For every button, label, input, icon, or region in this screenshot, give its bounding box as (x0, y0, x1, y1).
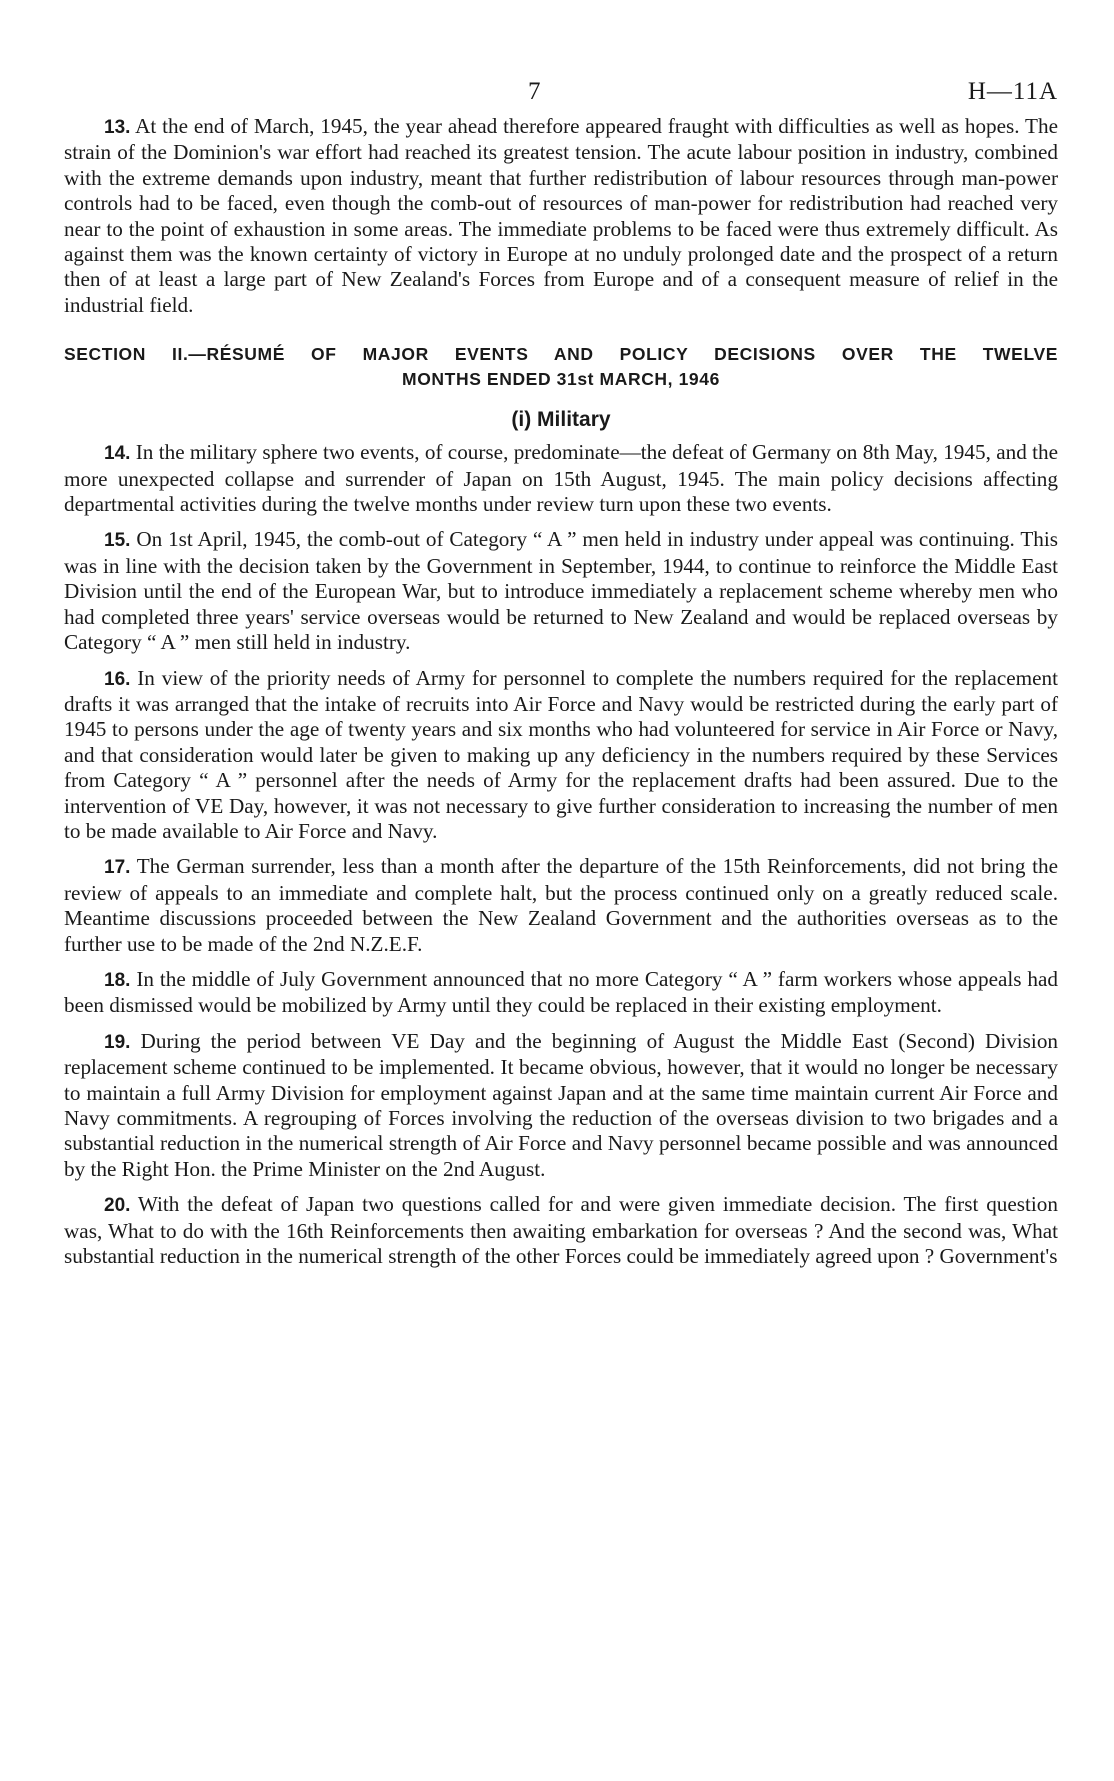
document-reference: H—11A (967, 78, 1058, 105)
paragraph-text: In the middle of July Government announced that no more Category “ A ” farm workers whose appeals had been dismissed would be mobilized by Army until they could be replaced in their existing employment. (64, 966, 1058, 1018)
paragraph-text: In the military sphere two events, of course, predominate—the defeat of Germany on 8th May, 1945, and the more unexpected collapse and surrender of Japan on 15th August, 1945. The main policy decisions affecting departmental activities during the twelve months under review turn upon these two events. (64, 440, 1058, 517)
paragraph-13 (64, 114, 1058, 318)
subsection-heading: (i) Military (511, 408, 611, 432)
paragraph-text: In view of the priority needs of Army for personnel to complete the numbers required for the replacement drafts it was arranged that the intake of recruits into Air Force and Navy would be restricted during the early part of 1945 to persons under the age of twenty years and six months who had volunteered for service in Air Force or Navy, and that consideration would later be given to making up any deficiency in the numbers required by these Services from Category “ A ” personnel after the needs of Army for the replacement drafts had been assured. Due to the intervention of VE Day, however, it was not necessary to give further consideration to increasing the number of men to be made available to Air Force and Navy. (64, 665, 1059, 843)
paragraph-18 (64, 967, 1058, 1019)
paragraph-number: 14. (104, 443, 131, 465)
paragraph-number: 13. (104, 117, 131, 138)
paragraph-text: During the period between VE Day and the beginning of August the Middle East (Second) Division replacement scheme continued to be implemented. It became obvious, however, that it would no longer be necessary to maintain a full Army Division for employment against Japan and at the same time maintain current Air Force and Navy commitments. A regrouping of Forces involving the reduction of the overseas division to two brigades and a substantial reduction in the numerical strength of Air Force and Navy personnel became possible and was announced by the Right Hon. the Prime Minister on the 2nd August. (64, 1028, 1059, 1181)
paragraph-text: The German surrender, less than a month after the departure of the 15th Reinforcements, did not bring the review of appeals to an immediate and complete halt, but the process continued only on a greatly reduced scale. Meantime discussions proceeded between the New Zealand Government and the authorities overseas as to the further use to be made of the 2nd N.Z.E.F. (64, 854, 1058, 956)
section-heading (64, 342, 1058, 392)
paragraph-number: 20. (104, 1195, 131, 1217)
paragraph-number: 15. (104, 530, 131, 552)
paragraph-number: 17. (104, 857, 131, 879)
paragraph-20 (64, 1192, 1058, 1269)
paragraph-number: 19. (104, 1031, 131, 1053)
document-page (64, 78, 1058, 1269)
paragraph-text: On 1st April, 1945, the comb-out of Category “ A ” men held in industry under appeal was continuing. This was in line with the decision taken by the Government in September, 1944, to continue to reinforce the Middle East Division until the end of the European War, but to introduce immediately a replacement scheme whereby men who had completed three years' service overseas would be returned to New Zealand and would be replaced overseas by Category “ A ” men still held in industry. (64, 527, 1058, 655)
paragraph-16 (64, 666, 1058, 845)
paragraph-15 (64, 527, 1058, 655)
paragraph-14 (64, 440, 1058, 517)
paragraph-17 (64, 854, 1058, 957)
paragraph-number: 18. (104, 969, 131, 991)
section-heading-line-1: SECTION II.—RÉSUMÉ OF MAJOR EVENTS AND POLICY DECISIONS OVER THE TWELVE (64, 344, 1058, 365)
page-header (64, 78, 1058, 114)
section-heading-line-2: MONTHS ENDED 31st MARCH, 1946 (402, 369, 720, 390)
paragraph-text: With the defeat of Japan two questions called for and were given immediate decision. The first question was, What to do with the 16th Reinforcements then awaiting embarkation for overseas ? And the second was, What substantial reduction in the numerical strength of the other Forces could be immediately agreed upon ? Government's (64, 1192, 1058, 1269)
paragraph-19 (64, 1029, 1058, 1182)
page-number: 7 (528, 78, 541, 105)
paragraph-number: 16. (104, 668, 131, 690)
paragraph-text: At the end of March, 1945, the year ahead therefore appeared fraught with difficulties as well as hopes. The strain of the Dominion's war effort had reached its greatest tension. The acute labour position in industry, combined with the extreme demands upon industry, meant that further redistribution of labour resources through man-power controls had to be faced, even though the comb-out of resources of man-power for redistribution had reached very near to the point of exhaustion in some areas. The immediate problems to be faced were thus extremely difficult. As against them was the known certainty of victory in Europe at no unduly prolonged date and the prospect of a return then of at least a large part of New Zealand's Forces from Europe and of a consequent measure of relief in the industrial field. (64, 114, 1058, 317)
